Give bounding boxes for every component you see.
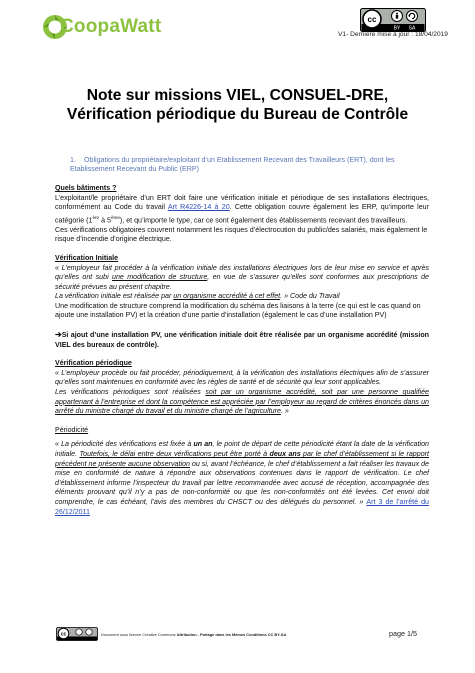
quote-initiale-2 — [55, 292, 429, 302]
text-run: « La périodicité des vérifications est fixée à — [55, 440, 194, 449]
section-heading-verification-periodique: Vérification périodique — [55, 359, 132, 368]
logo-text: CoopaWatt — [60, 16, 162, 37]
toc-number: 1. — [70, 156, 76, 164]
text-run: . » Code du Travail — [280, 292, 340, 301]
callout-pv — [55, 330, 429, 350]
footer-text-b: Attribution - Partage dans les Mêmes Conditions CC BY-SA — [176, 632, 287, 637]
footer-text-a: Document sous licence Créative Commons — [101, 632, 177, 637]
svg-text:SA: SA — [408, 25, 416, 32]
text-run: « L’employeur fait procéder à la vérification initiale des installations électriques lors de leur mise en service et après qu’elles ont subi — [55, 263, 429, 282]
underlined-text: par le chef d’établissement si le rapport précédent ne présente aucune observation — [55, 450, 429, 468]
coopawatt-logo — [40, 10, 162, 46]
document-body — [55, 184, 429, 517]
title-line-1: Note sur missions VIEL, CONSUEL-DRE, — [86, 87, 389, 104]
text-run: ou si, avant l’échéance, le chef d’établissement a fait réaliser les travaux de mise en conformité de nature à répondre aux observations contenues dans le rapport de vérification. Le chef d’établissement informe l’inspecteur du travail par lettre recommandée avec accusé de réception, accompagnée des éléments prouvant qu’il n’y a pas de non-conformité ou que les non-conformités ont été levées. Cet envoi doit comprendre, le cas échéant, l’avis des membres du CHSCT ou des délégués du personnel. » — [55, 459, 429, 506]
text-run: Les vérifications périodiques sont réalisées — [55, 388, 206, 397]
quote-initiale-1 — [55, 264, 429, 293]
underlined-text: soit par un organisme accrédité, soit par une personne qualifiée appartenant à l’entreprise et dont la compétence est appréciée par l’employeur au regard de critères énoncés dans un arrêté du ministre chargé du travail et du ministre chargé de l’agriculture — [55, 388, 429, 416]
text-run: , le point de départ de cette périodicité étant la date de la vérification initiale. — [55, 440, 430, 459]
svg-text:cc: cc — [60, 631, 67, 638]
bold-text: un an — [193, 440, 213, 449]
last-update-version: V1- Dernière mise à jour : 18/04/2019 — [338, 31, 448, 38]
superscript: ère — [92, 214, 100, 220]
text-run: , en vue de s’assurer qu’elles sont conformes aux prescriptions de sécurité prévues au présent chapitre. — [55, 273, 429, 291]
svg-text:cc: cc — [367, 15, 377, 24]
underlined-text: une modification de structure — [112, 273, 208, 282]
section-heading-quels-batiments: Quels bâtiments ? — [55, 184, 117, 192]
underlined-text: un organisme accrédité à cet effet — [173, 292, 281, 301]
quote-periodique-1: « L’employeur procède ou fait procéder, périodiquement, à la vérification des installations électriques afin de s’assurer qu’elles sont maintenues en conformité avec les règles de santé et de sécurité qui leur sont applicables. — [55, 368, 429, 387]
text-run: ), et qu’importe le type, car ce sont également des établissements recevant des travailleurs. — [119, 216, 408, 225]
underlined-text: Toutefois, le délai entre deux vérifications peut être porté à — [79, 450, 270, 459]
link-art-r4226[interactable]: Art R4226-14 à 20 — [167, 203, 230, 212]
paragraph-quels-2: Ces vérifications obligatoires couvrent notamment les risques d’électrocution du public/des salariés, mais également le risque d’incendie d’origine électrique. — [55, 225, 428, 244]
quote-periodique-2 — [55, 388, 429, 417]
arrow-icon: ➔ — [55, 330, 62, 340]
section-heading-verification-initiale: Vérification Initiale — [55, 253, 119, 262]
footer-license-text — [101, 632, 286, 637]
paragraph-quels-1 — [55, 194, 429, 226]
text-run: . Cette obligation couvre également les ERP, qu’importe leur catégorie (1 — [55, 203, 429, 225]
text-run: L’exploitant/le propriétaire d’un ERT doit faire une vérification initiale et périodique de ses installations électriques, conformément au Code du travail — [55, 193, 429, 212]
page-number: page 1/5 — [389, 629, 417, 638]
footer-cc-by-sa-badge — [56, 627, 98, 641]
toc-entry[interactable] — [70, 156, 440, 175]
title-line-2: Vérification périodique du Bureau de Contrôle — [66, 106, 409, 123]
quote-periodicite — [55, 440, 429, 517]
text-run: La vérification initiale est réalisée par — [55, 292, 174, 301]
page-title — [0, 86, 475, 124]
paragraph-initiale-3: Une modification de structure comprend la modification du schéma des liaisons à la terre (ce qui est le cas quand on ajoute une installation PV) et la création d’une partie d’installation (également le cas d’une installation PV) — [55, 301, 421, 320]
callout-text: Si ajout d’une installation PV, une vérification initiale doit être réalisée par un organisme accrédité (mission VIEL des bureaux de contrôle). — [55, 331, 429, 349]
cc-by-sa-badge — [360, 8, 426, 32]
svg-text:BY: BY — [393, 25, 401, 32]
text-run: . » — [280, 407, 289, 416]
link-arrete-2011[interactable]: Art 3 de l’arrêté du 26/12/2011 — [55, 497, 430, 516]
toc-text: Obligations du propriétaire/exploitant d’un Etablissement Recevant des Travailleurs (ERT), dont les Etablissement Recevant du Public (ERP) — [70, 156, 395, 174]
section-heading-periodicite: Périodicité — [55, 425, 89, 434]
superscript: ème — [110, 214, 120, 220]
text-run: à 5 — [99, 216, 111, 225]
bold-underlined-text: deux ans — [269, 450, 301, 459]
